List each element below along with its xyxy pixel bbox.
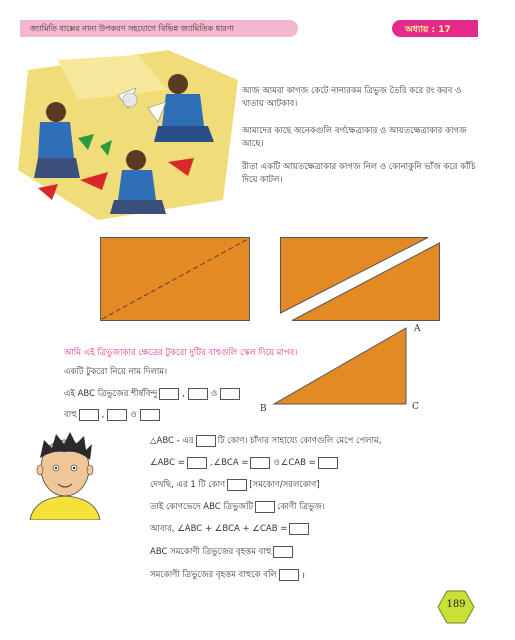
angle-comma: , [209,458,213,468]
sides-row [64,408,162,422]
angle-bca-label: ∠BCA = [213,458,249,468]
angle-count-input[interactable] [196,435,216,447]
angle-sum-row [150,522,311,536]
vertex-input-1[interactable] [159,388,179,400]
intro-paragraph-3: রীতা একটি আয়তক্ষেত্রাকার কাগজ নিল ও কোনাকুনি ভাঁজ করে কাঁচি দিয়ে কাটল। [242,162,476,185]
cartoon-boy-illustration [26,430,104,520]
angle-count-post: টি কোণ। চাঁদার সাহায্যে কোণগুলি মেপে পেলাম, [217,436,382,446]
angle-values-row [150,456,340,470]
angle-bca-input[interactable] [250,457,270,469]
angle-type-row [150,478,320,492]
vertex-input-3[interactable] [220,388,240,400]
vertex-label-b: B [260,404,267,414]
angle-cab-input[interactable] [318,457,338,469]
side-and: ও [130,410,137,420]
hypotenuse-label: সমকোণী ত্রিভুজের বৃহত্তম বাহুকে বলি [150,570,277,580]
triangle-type-post: কোণী ত্রিভুজ। [277,502,325,512]
angle-count-pre: △ABC - এর [150,436,194,446]
largest-side-row [150,545,295,559]
angle-abc-input[interactable] [187,457,207,469]
vertex-and: ও [210,389,218,399]
triangle-type-input[interactable] [255,501,275,513]
vertices-label: এই ABC ত্রিভুজের শীর্ষবিন্দু [64,389,158,399]
triangle-type-row [150,500,325,514]
rectangle-with-diagonal-fold [100,237,250,321]
angle-sum-input[interactable] [289,523,309,535]
side-input-3[interactable] [140,409,160,421]
angle-sum-label: আবার, ∠ABC + ∠BCA + ∠CAB = [150,524,288,534]
triangle-abc [272,326,408,418]
largest-side-input[interactable] [273,546,293,558]
side-comma: , [101,410,105,420]
intro-paragraph-2: আমাদের কাছে অনেকগুলি বর্গক্ষেত্রাকার ও আয়তক্ষেত্রাকার কাগজ আছে। [242,126,467,149]
header-title: জ্যামিতি বাক্সের নানা উপকরণ সহযোগে বিভিন্ন জ্যামিতিক ধারণা [30,24,234,33]
angle-type-input[interactable] [227,479,247,491]
naming-text: একটি টুকরো নিয়ে নাম দিলাম। [64,367,168,377]
angle-cab-label: ∠CAB = [280,458,316,468]
children-cutting-paper-illustration [18,50,238,220]
angle-type-options: [সমকোণ/সরলকোণ] [249,480,320,490]
vertex-label-a: A [414,324,421,334]
largest-side-label: ABC সমকোণী ত্রিভুজের বৃহত্তম বাহু [150,547,272,557]
hypotenuse-stop: । [301,570,305,581]
measure-instruction: আমি এই ত্রিভুজাকার ক্ষেত্রের টুকরো দুটির বাহুগুলি স্কেল দিয়ে মাপব। [64,348,298,358]
intro-paragraph-1: আজ আমরা কাগজ কেটে নানারকম ত্রিভুজ তৈরি করে রং করব ও খাতায় আটকাব। [242,86,462,109]
hypotenuse-row [150,568,306,582]
chapter-label: অধ্যায় : 17 [405,25,451,35]
side-input-1[interactable] [79,409,99,421]
angle-and: ও [273,458,280,468]
page-number: 189 [446,599,466,610]
sides-label: বাহু [64,410,77,420]
angle-type-pre: দেখছি, এর 1 টি কোণ [150,480,226,490]
triangle-type-pre: তাই কোণভেদে ABC ত্রিভুজটি [150,502,254,512]
naming-line [64,365,167,379]
side-input-2[interactable] [107,409,127,421]
rectangle-cut-into-triangles [280,237,440,321]
angle-count-row [150,434,381,448]
vertex-comma: , [182,389,185,399]
hypotenuse-input[interactable] [279,569,299,581]
vertex-input-2[interactable] [188,388,208,400]
vertices-row [64,387,242,401]
angle-abc-label: ∠ABC = [150,458,185,468]
vertex-label-c: C [412,402,419,412]
